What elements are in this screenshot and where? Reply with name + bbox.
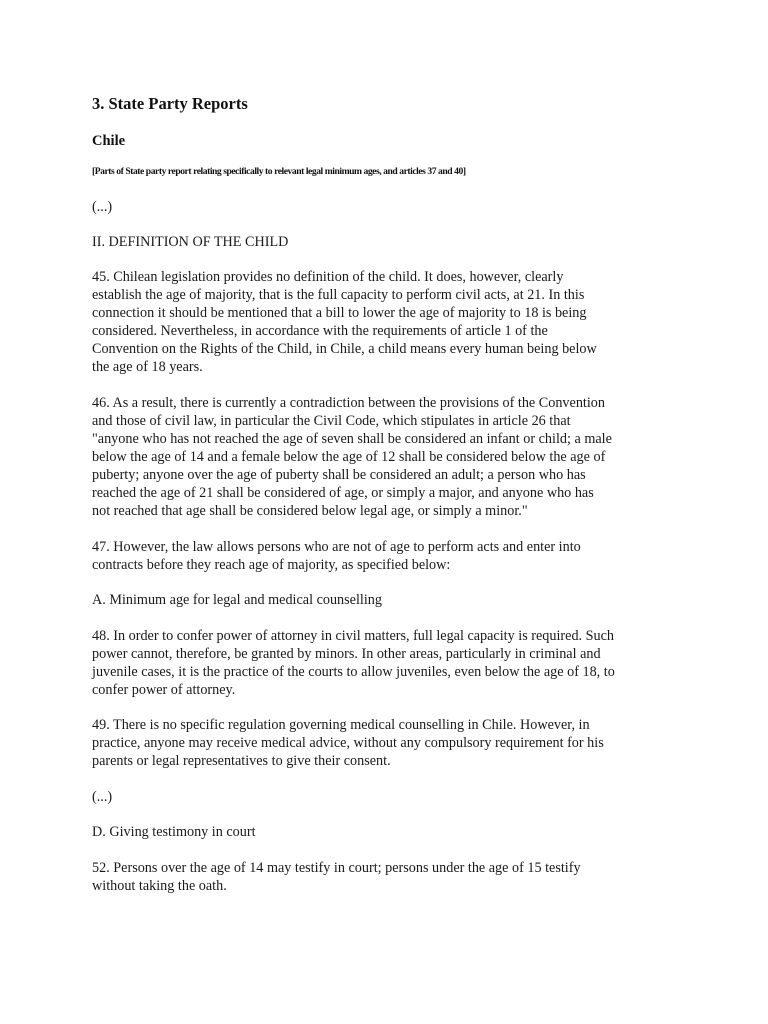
ellipsis-1: (...)	[92, 199, 113, 215]
paragraph-46-line: "anyone who has not reached the age of seven shall be considered an infant or child; a male	[92, 431, 612, 447]
paragraph-49-line: parents or legal representatives to give their consent.	[92, 753, 391, 769]
paragraph-48-line: 48. In order to confer power of attorney in civil matters, full legal capacity is required. Such	[92, 628, 615, 644]
paragraph-46-line: puberty; anyone over the age of puberty shall be considered an adult; a person who has	[92, 467, 586, 483]
paragraph-52-line: without taking the oath.	[92, 878, 227, 894]
subheading-a: A. Minimum age for legal and medical counselling	[92, 592, 382, 608]
paragraph-45-line: 45. Chilean legislation provides no definition of the child. It does, however, clearly	[92, 269, 564, 285]
paragraph-45-line: the age of 18 years.	[92, 359, 203, 375]
paragraph-49-line: practice, anyone may receive medical advice, without any compulsory requirement for his	[92, 735, 604, 751]
paragraph-48-line: confer power of attorney.	[92, 682, 236, 698]
paragraph-46	[92, 394, 658, 520]
paragraph-48	[92, 627, 658, 699]
subheading-d: D. Giving testimony in court	[92, 824, 256, 840]
section-title: 3. State Party Reports	[92, 94, 248, 113]
paragraph-45-line: connection it should be mentioned that a bill to lower the age of majority to 18 is being	[92, 305, 587, 321]
section-heading-definition: II. DEFINITION OF THE CHILD	[92, 234, 289, 250]
paragraph-47	[92, 538, 658, 574]
paragraph-46-line: reached the age of 21 shall be considered of age, or simply a major, and anyone who has	[92, 485, 594, 501]
paragraph-46-line: not reached that age shall be considered below legal age, or simply a minor."	[92, 503, 528, 519]
paragraph-46-line: 46. As a result, there is currently a contradiction between the provisions of the Convention	[92, 395, 605, 411]
ellipsis-2: (...)	[92, 789, 113, 805]
paragraph-45-line: Convention on the Rights of the Child, in Chile, a child means every human being below	[92, 341, 597, 357]
paragraph-49	[92, 716, 658, 770]
paragraph-45	[92, 268, 658, 376]
paragraph-49-line: 49. There is no specific regulation governing medical counselling in Chile. However, in	[92, 717, 590, 733]
paragraph-45-line: establish the age of majority, that is the full capacity to perform civil acts, at 21. In this	[92, 287, 585, 303]
paragraph-47-line: 47. However, the law allows persons who are not of age to perform acts and enter into	[92, 539, 581, 555]
country-heading: Chile	[92, 133, 126, 149]
paragraph-45-line: considered. Nevertheless, in accordance with the requirements of article 1 of the	[92, 323, 548, 339]
paragraph-46-line: below the age of 14 and a female below the age of 12 shall be considered below the age of	[92, 449, 606, 465]
paragraph-48-line: juvenile cases, it is the practice of the courts to allow juveniles, even below the age of 18, to	[92, 664, 615, 680]
report-note: [Parts of State party report relating specifically to relevant legal minimum ages, and articles 37 and 40]	[92, 166, 466, 177]
paragraph-52-line: 52. Persons over the age of 14 may testify in court; persons under the age of 15 testify	[92, 860, 581, 876]
paragraph-46-line: and those of civil law, in particular the Civil Code, which stipulates in article 26 that	[92, 413, 571, 429]
paragraph-52	[92, 859, 658, 895]
paragraph-47-line: contracts before they reach age of majority, as specified below:	[92, 557, 451, 573]
paragraph-48-line: power cannot, therefore, be granted by minors. In other areas, particularly in criminal and	[92, 646, 601, 662]
